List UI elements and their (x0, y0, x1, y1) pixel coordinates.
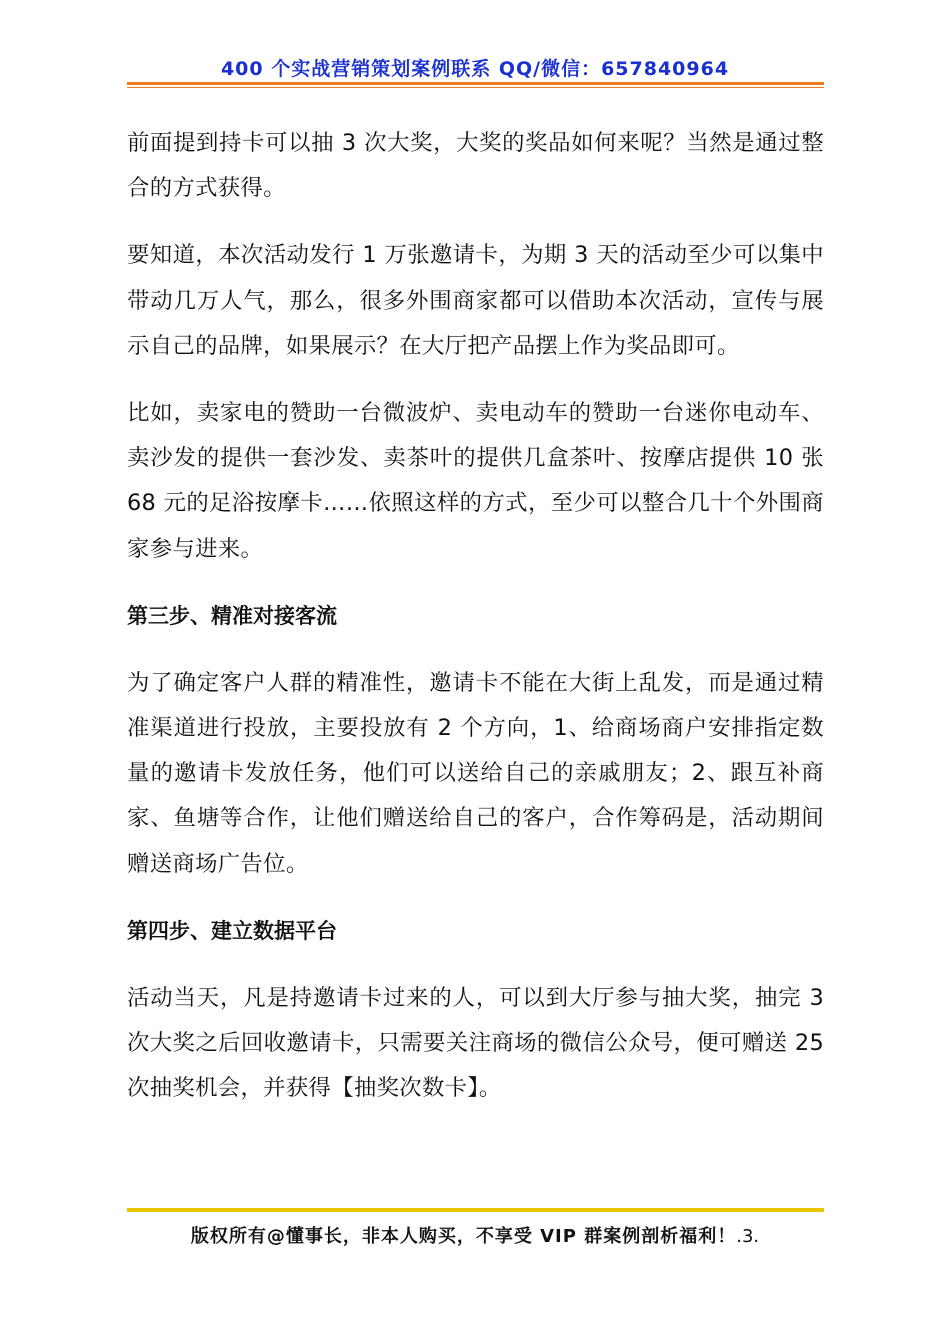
paragraph-prizes: 前面提到持卡可以抽 3 次大奖，大奖的奖品如何来呢？当然是通过整合的方式获得。 (127, 130, 824, 202)
document-body (127, 121, 824, 1133)
paragraph-invitation-cards: 要知道，本次活动发行 1 万张邀请卡，为期 3 天的活动至少可以集中带动几万人气，那么，很多外围商家都可以借助本次活动，宣传与展示自己的品牌，如果展示？在大厅把产品摆上作为奖品即可。 (127, 242, 824, 359)
footer-divider (127, 1208, 824, 1212)
section-heading-step3: 第三步、精准对接客流 (127, 603, 337, 628)
page-footer (0, 1222, 950, 1248)
page-number: .3. (736, 1226, 760, 1247)
header-divider (127, 82, 824, 85)
header-divider-thin (127, 87, 824, 88)
page-header: 400 个实战营销策划案例联系 QQ/微信：657840964 (220, 58, 730, 80)
paragraph-step3: 为了确定客户人群的精准性，邀请卡不能在大街上乱发，而是通过精准渠道进行投放，主要投放有 2 个方向，1、给商场商户安排指定数量的邀请卡发放任务，他们可以送给自己的亲戚朋友；2、跟互补商家、鱼塘等合作，让他们赠送给自己的客户，合作筹码是，活动期间赠送商场广告位。 (127, 669, 824, 877)
section-heading-step4: 第四步、建立数据平台 (127, 918, 337, 943)
footer-copyright: 版权所有@懂事长，非本人购买，不享受 VIP 群案例剖析福利！ (190, 1226, 737, 1247)
paragraph-step4: 活动当天，凡是持邀请卡过来的人，可以到大厅参与抽大奖，抽完 3 次大奖之后回收邀请卡，只需要关注商场的微信公众号，便可赠送 25 次抽奖机会，并获得【抽奖次数卡】。 (127, 984, 824, 1102)
paragraph-sponsor-examples: 比如，卖家电的赞助一台微波炉、卖电动车的赞助一台迷你电动车、卖沙发的提供一套沙发、卖茶叶的提供几盒茶叶、按摩店提供 10 张 68 元的足浴按摩卡……依照这样的方式，至少可以整合几十个外围商家参与进来。 (127, 400, 824, 562)
